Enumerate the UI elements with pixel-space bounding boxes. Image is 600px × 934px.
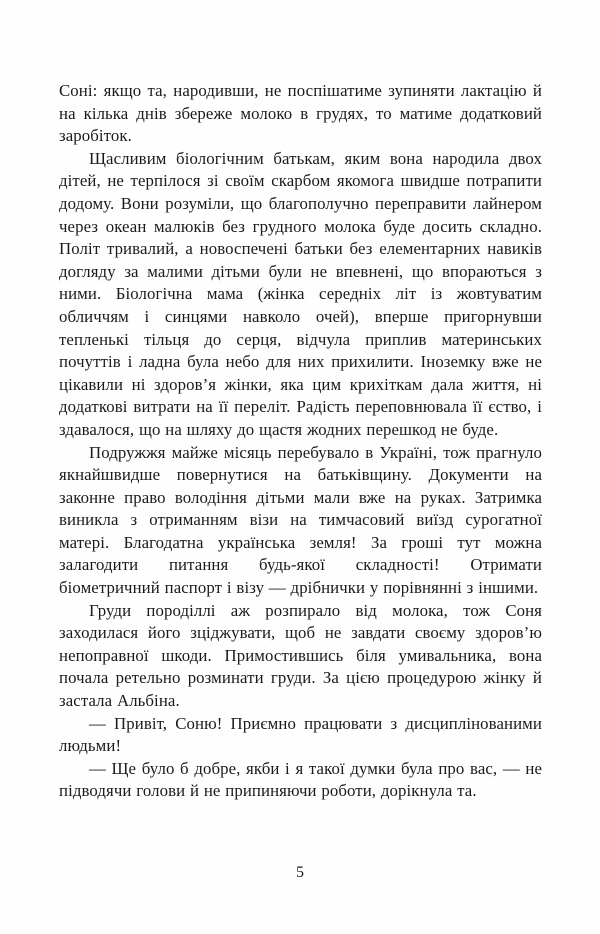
dialogue-line: — Ще було б добре, якби і я такої думки була про вас, — не підводячи голови й не припиняючи роботи, дорікнула та. [59,758,542,801]
paragraph: Груди породіллі аж розпирало від молока, тож Соня заходилася його зціджувати, щоб не завдати своєму здоров’ю непоправної шкоди. Примостившись біля умивальника, вона почала ретельно розминати груди. За цією процедурою жінку й застала Альбіна. [59,600,542,711]
dialogue-line: — Привіт, Соню! Приємно працювати з дисциплінованими людьми! [59,713,542,756]
paragraph: Подружжя майже місяць перебувало в Україні, тож прагнуло якнайшвидше повернутися на батьківщину. Документи на законне право володіння дітьми мали вже на руках. Затримка виникла з отриманням візи на тимчасовий виїзд сурогатної матері. Благодатна українська земля! За гроші тут можна залагодити питання будь-якої складності! Отримати біометричний паспорт і візу — дрібнички у порівнянні з іншими. [59,442,542,598]
paragraph-continuation: Соні: якщо та, народивши, не поспішатиме зупиняти лактацію й на кілька днів збереже молоко в грудях, то матиме додатковий заробіток. [59,81,542,146]
paragraph: Щасливим біологічним батькам, яким вона народила двох дітей, не терпілося зі своїм скарбом якомога швидше потрапити додому. Вони розуміли, що благополучно переправити лайнером через океан малюків без грудного молока буде досить складно. Політ тривалий, а новоспечені батьки без елементарних навиків догляду за малими дітьми були не впевнені, що впораються з ними. Біологічна мама (жінка середніх літ із жовтуватим обличчям і синцями навколо очей), вперше пригорнувши тепленькі тільця до серця, відчула приплив материнських почуттів і ладна була небо для них прихилити. Іноземку вже не цікавили ні здоров’я жінки, яка цим крихіткам дала життя, ні додаткові витрати на її переліт. Радість переповнювала її єство, і здавалося, що на шляху до щастя жодних перешкод не буде. [59,148,542,439]
page-text [59,80,542,803]
page-number: 5 [296,864,304,881]
